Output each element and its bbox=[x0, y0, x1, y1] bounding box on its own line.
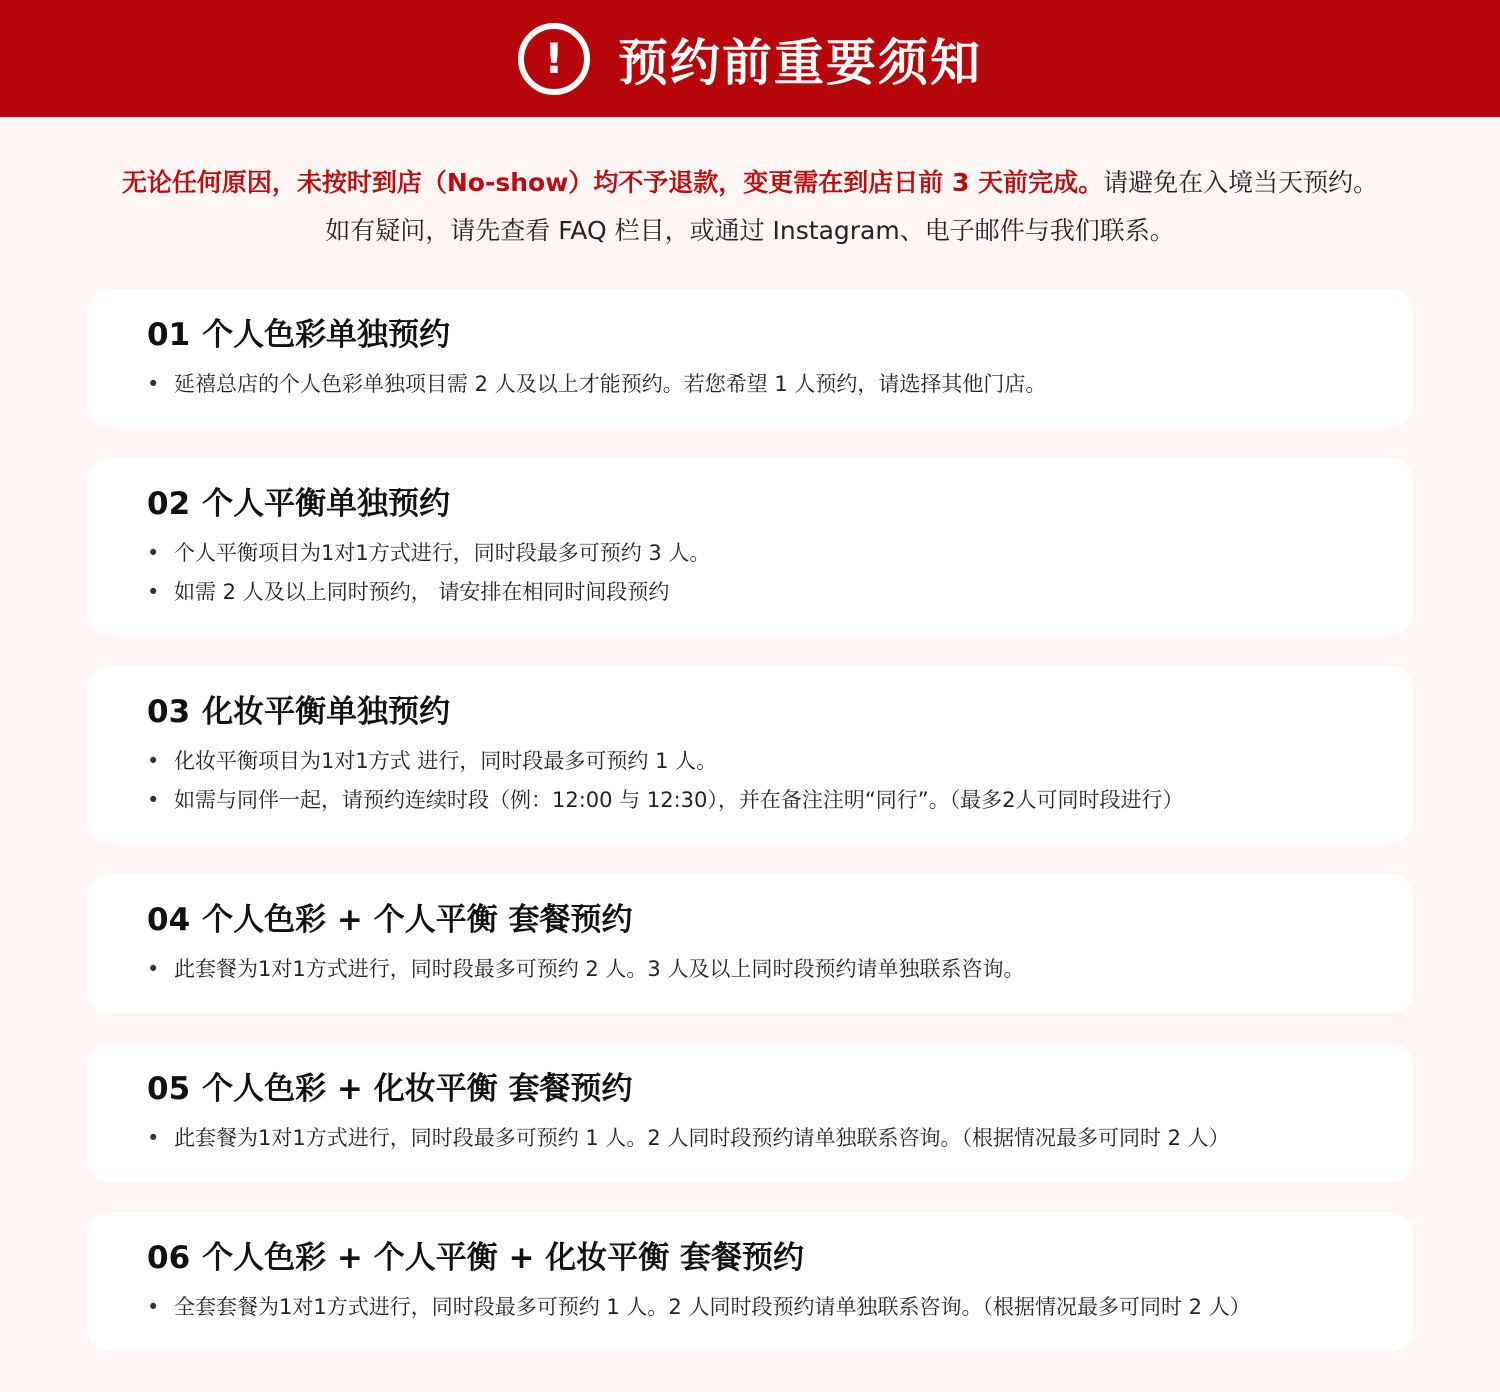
rule-bullet-text: 如需 2 人及以上同时预约， 请安排在相同时间段预约 bbox=[174, 580, 670, 604]
notice-text bbox=[0, 117, 1500, 255]
rule-number: 05 bbox=[147, 1071, 191, 1107]
rule-title: 个人色彩 + 化妆平衡 套餐预约 bbox=[202, 1071, 633, 1107]
bullet-dot-icon: • bbox=[147, 1126, 160, 1150]
rule-bullet-text: 全套套餐为1对1方式进行，同时段最多可预约 1 人。2 人同时段预约请单独联系咨询。（根据情况最多可同时 2 人） bbox=[174, 1295, 1251, 1319]
rule-bullet bbox=[147, 742, 1353, 781]
rule-card-04 bbox=[87, 874, 1413, 1013]
rule-title: 个人色彩单独预约 bbox=[202, 317, 451, 353]
page-title: 预约前重要须知 bbox=[618, 33, 982, 92]
header-banner bbox=[0, 0, 1500, 117]
rule-card-title bbox=[147, 1069, 1353, 1109]
rule-card-03 bbox=[87, 666, 1413, 844]
rule-card-title bbox=[147, 900, 1353, 940]
rule-bullet bbox=[147, 573, 1353, 612]
rule-bullet-text: 此套餐为1对1方式进行，同时段最多可预约 1 人。2 人同时段预约请单独联系咨询。（根据情况最多可同时 2 人） bbox=[174, 1126, 1230, 1150]
rule-card-01 bbox=[87, 289, 1413, 428]
rule-bullet-text: 如需与同伴一起，请预约连续时段（例：12:00 与 12:30），并在备注注明“同行”。（最多2人可同时段进行） bbox=[174, 788, 1184, 812]
rule-bullet bbox=[147, 1288, 1353, 1327]
bullet-dot-icon: • bbox=[147, 580, 160, 604]
rule-card-title bbox=[147, 315, 1353, 355]
rule-bullet-text: 延禧总店的个人色彩单独项目需 2 人及以上才能预约。若您希望 1 人预约，请选择其他门店。 bbox=[174, 372, 1047, 396]
bullet-dot-icon: • bbox=[147, 957, 160, 981]
rule-title: 化妆平衡单独预约 bbox=[202, 694, 451, 730]
rule-card-06 bbox=[87, 1212, 1413, 1351]
bullet-dot-icon: • bbox=[147, 749, 160, 773]
rule-number: 02 bbox=[147, 486, 191, 522]
rule-bullet bbox=[147, 950, 1353, 989]
rule-card-title bbox=[147, 484, 1353, 524]
bullet-dot-icon: • bbox=[147, 541, 160, 565]
rule-bullet bbox=[147, 1119, 1353, 1158]
rule-number: 04 bbox=[147, 902, 191, 938]
bullet-dot-icon: • bbox=[147, 788, 160, 812]
rule-bullet bbox=[147, 781, 1353, 820]
rule-title: 个人色彩 + 个人平衡 + 化妆平衡 套餐预约 bbox=[202, 1240, 805, 1276]
rule-card-02 bbox=[87, 458, 1413, 636]
rule-bullet bbox=[147, 365, 1353, 404]
rule-card-05 bbox=[87, 1043, 1413, 1182]
rule-title: 个人平衡单独预约 bbox=[202, 486, 451, 522]
notice-warning: 无论任何原因，未按时到店（No-show）均不予退款，变更需在到店日前 3 天前完成。 bbox=[121, 168, 1104, 197]
booking-rules-list bbox=[87, 289, 1413, 1381]
exclamation-circle-icon: ! bbox=[518, 23, 590, 95]
rule-number: 03 bbox=[147, 694, 191, 730]
notice-line-1 bbox=[0, 159, 1500, 207]
notice-tail: 请避免在入境当天预约。 bbox=[1103, 168, 1379, 197]
rule-number: 01 bbox=[147, 317, 191, 353]
rule-card-title bbox=[147, 1238, 1353, 1278]
rule-number: 06 bbox=[147, 1240, 191, 1276]
rule-bullet-text: 此套餐为1对1方式进行，同时段最多可预约 2 人。3 人及以上同时段预约请单独联系咨询。 bbox=[174, 957, 1025, 981]
rule-bullet-text: 化妆平衡项目为1对1方式 进行，同时段最多可预约 1 人。 bbox=[174, 749, 718, 773]
rule-title: 个人色彩 + 个人平衡 套餐预约 bbox=[202, 902, 633, 938]
bullet-dot-icon: • bbox=[147, 372, 160, 396]
rule-bullet bbox=[147, 534, 1353, 573]
rule-card-title bbox=[147, 692, 1353, 732]
bullet-dot-icon: • bbox=[147, 1295, 160, 1319]
notice-line-2: 如有疑问，请先查看 FAQ 栏目，或通过 Instagram、电子邮件与我们联系。 bbox=[325, 216, 1175, 245]
rule-bullet-text: 个人平衡项目为1对1方式进行，同时段最多可预约 3 人。 bbox=[174, 541, 711, 565]
